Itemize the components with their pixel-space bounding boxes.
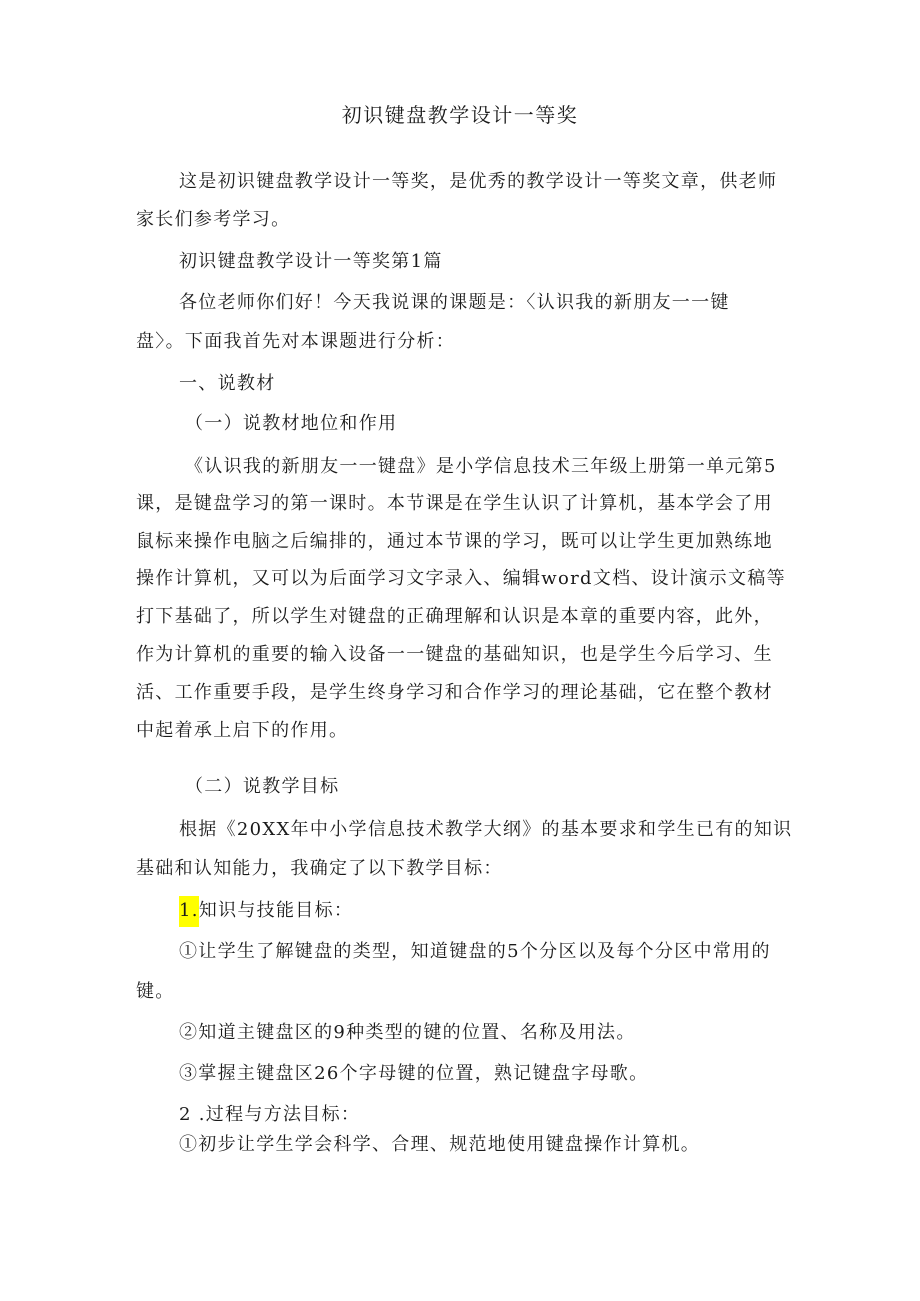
subsection-heading-2: （二）说教学目标 [185, 776, 340, 797]
objectives-intro-line-1: 根据《20XX年中小学信息技术教学大纲》的基本要求和学生已有的知识 [179, 819, 793, 840]
article-heading: 初识键盘教学设计一等奖第1篇 [179, 251, 443, 272]
paragraph-line: 操作计算机，又可以为后面学习文字录入、编辑word文档、设计演示文稿等 [136, 568, 786, 589]
intro-line-1: 这是初识键盘教学设计一等奖，是优秀的教学设计一等奖文章，供老师 [179, 171, 778, 192]
goal-1-item-1-line-1: ①让学生了解键盘的类型，知道键盘的5个分区以及每个分区中常用的 [179, 941, 771, 962]
section-heading-1: 一、说教材 [179, 373, 276, 394]
greeting-line-1: 各位老师你们好！今天我说课的课题是：〈认识我的新朋友一一键 [179, 292, 730, 313]
goal-1-item-3: ③掌握主键盘区26个字母键的位置，熟记键盘字母歌。 [179, 1063, 649, 1084]
goal-1-number-highlight: 1. [179, 896, 199, 927]
goal-1-item-2: ②知道主键盘区的9种类型的键的位置、名称及用法。 [179, 1022, 636, 1043]
paragraph-line: 作为计算机的重要的输入设备一一键盘的基础知识，也是学生今后学习、生 [136, 644, 773, 665]
paragraph-line: 活、工作重要手段，是学生终身学习和合作学习的理论基础，它在整个教材 [136, 682, 773, 703]
paragraph-line: 打下基础了，所以学生对键盘的正确理解和认识是本章的重要内容，此外， [136, 606, 773, 627]
subsection-heading-1: （一）说教材地位和作用 [185, 413, 398, 434]
goal-1-label: 知识与技能目标： [198, 900, 354, 921]
goal-2-item-1: ①初步让学生学会科学、合理、规范地使用键盘操作计算机。 [179, 1134, 701, 1155]
goal-1-heading [179, 899, 353, 923]
paragraph-line: 鼠标来操作电脑之后编排的，通过本节课的学习，既可以让学生更加熟练地 [136, 531, 773, 552]
goal-2-heading: 2 .过程与方法目标： [179, 1104, 361, 1125]
goal-1-item-1-line-2: 键。 [136, 981, 175, 1002]
greeting-line-2: 盘〉。下面我首先对本课题进行分析： [136, 331, 456, 352]
paragraph-line: 中起着承上启下的作用。 [136, 720, 349, 741]
paragraph-line: 课，是键盘学习的第一课时。本节课是在学生认识了计算机，基本学会了用 [136, 493, 773, 514]
objectives-intro-line-2: 基础和认知能力，我确定了以下教学目标： [136, 858, 503, 879]
document-title: 初识键盘教学设计一等奖 [341, 103, 579, 127]
paragraph-line: 《认识我的新朋友一一键盘》是小学信息技术三年级上册第一单元第5 [185, 456, 777, 477]
intro-line-2: 家长们参考学习。 [136, 209, 291, 230]
